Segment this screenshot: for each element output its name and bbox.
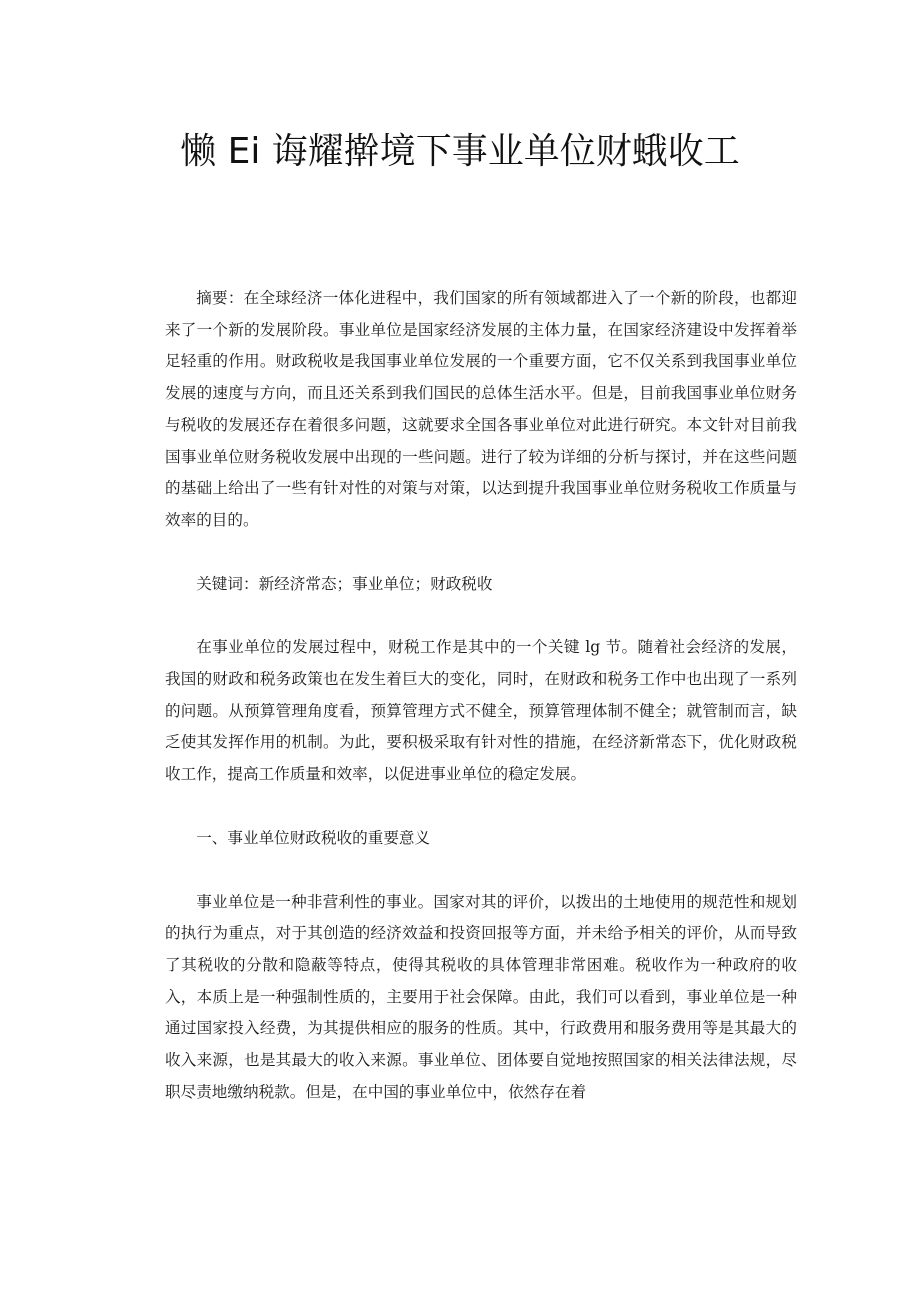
document-body	[165, 283, 797, 1108]
abstract-paragraph: 摘要：在全球经济一体化进程中，我们国家的所有领域都进入了一个新的阶段，也都迎来了一个新的发展阶段。事业单位是国家经济发展的主体力量，在国家经济建设中发挥着举足轻重的作用。财政税收是我国事业单位发展的一个重要方面，它不仅关系到我国事业单位发展的速度与方向，而且还关系到我们国民的总体生活水平。但是，目前我国事业单位财务与税收的发展还存在着很多问题，这就要求全国各事业单位对此进行研究。本文针对目前我国事业单位财务税收发展中出现的一些问题。进行了较为详细的分析与探讨，并在这些问题的基础上给出了一些有针对性的对策与对策，以达到提升我国事业单位财务税收工作质量与效率的目的。	[165, 289, 797, 529]
paragraph-gap	[165, 537, 797, 569]
paragraph-gap	[165, 791, 797, 823]
section-heading: 一、事业单位财政税收的重要意义	[196, 828, 431, 847]
document-title: 懒 Ei 诲耀擀境下事业单位财蛾收工	[180, 131, 740, 172]
keywords-paragraph: 关键词：新经济常态；事业单位；财政税收	[196, 574, 493, 593]
paragraph-gap	[165, 600, 797, 632]
paragraph-gap	[165, 855, 797, 887]
section-body-paragraph: 事业单位是一种非营利性的事业。国家对其的评价，以拨出的土地使用的规范性和规划的执行为重点，对于其创造的经济效益和投资回报等方面，并未给予相关的评价，从而导致了其税收的分散和隐蔽等特点，使得其税收的具体管理非常困难。税收作为一种政府的收入，本质上是一种强制性质的，主要用于社会保障。由此，我们可以看到，事业单位是一种通过国家投入经费，为其提供相应的服务的性质。其中，行政费用和服务费用等是其最大的收入来源，也是其最大的收入来源。事业单位、团体要自觉地按照国家的相关法律法规，尽职尽责地缴纳税款。但是，在中国的事业单位中，依然存在着	[165, 892, 797, 1101]
intro-paragraph: 在事业单位的发展过程中，财税工作是其中的一个关键 lg 节。随着社会经济的发展，我国的财政和税务政策也在发生着巨大的变化，同时，在财政和税务工作中也出现了一系列的问题。从预算管理角度看，预算管理方式不健全，预算管理体制不健全；就管制而言，缺乏使其发挥作用的机制。为此，要积极采取有针对性的措施，在经济新常态下，优化财政税收工作，提高工作质量和效率，以促进事业单位的稳定发展。	[165, 638, 797, 784]
